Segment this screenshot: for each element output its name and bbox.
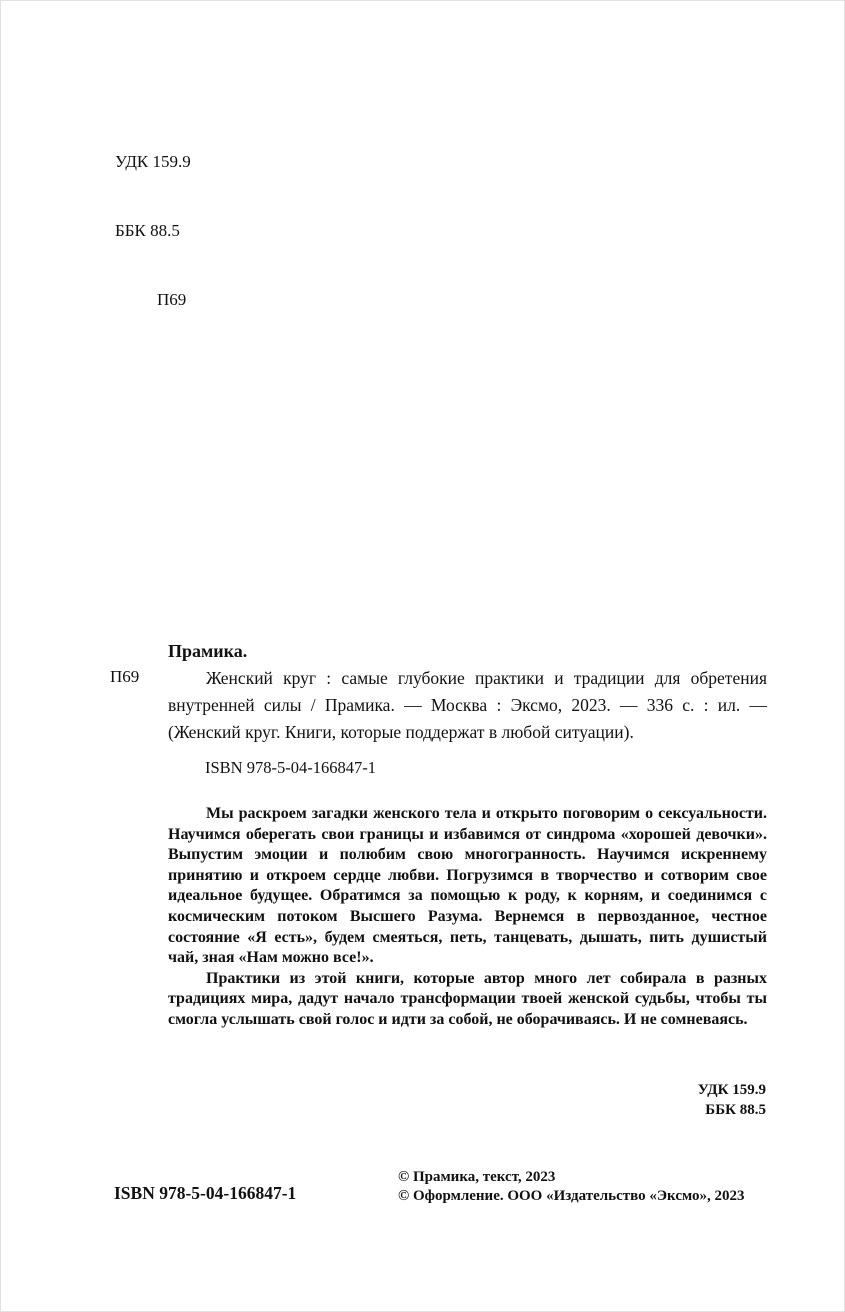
author-sign-top: П69 — [157, 290, 187, 309]
annotation-paragraph-2: Практики из этой книги, которые автор много лет собирала в разных традициях мира, дадут начало трансформации твоей женской судьбы, чтобы ты смогла услышать свой голос и идти за собой, не оборачиваясь. И не сомневаясь. — [168, 969, 767, 1028]
entry-description: Женский круг : самые глубокие практики и традиции для обретения внутренней силы / Прамика. — Москва : Эксмо, 2023. — 336 с. : ил. — (Женский круг. Книги, которые поддержат в любой ситуации). — [168, 668, 767, 742]
entry-isbn: ISBN 978-5-04-166847-1 — [205, 758, 376, 777]
classification-codes-bottom — [698, 1080, 766, 1120]
entry-margin-code: П69 — [110, 667, 140, 686]
annotation-paragraph-1: Мы раскроем загадки женского тела и открыто поговорим о сексуальности. Научимся оберегать свои границы и избавимся от синдрома «хорошей девочки». Выпустим эмоции и полюбим свою многогранность. Научимся искреннему принятию и откроем сердце любви. Погрузимся в творчество и сотворим свое идеальное будущее. Обратимся за помощью к роду, к корням, и соединимся с космическим потоком Высшего Разума. Вернемся в первозданное, честное состояние «Я есть», будем смеяться, петь, танцевать, дышать, пить душистый чай, зная «Нам можно все!». — [168, 805, 767, 967]
annotation-block — [168, 804, 767, 1031]
bbk-code-bottom: ББК 88.5 — [705, 1102, 766, 1118]
isbn-footer: ISBN 978-5-04-166847-1 — [114, 1183, 297, 1203]
bibliographic-entry — [110, 638, 767, 778]
copyright-design-line: © Оформление. ООО «Издательство «Эксмо», 2023 — [398, 1188, 745, 1204]
copyright-text-line: © Прамика, текст, 2023 — [398, 1169, 556, 1185]
udk-code-bottom: УДК 159.9 — [697, 1082, 766, 1098]
udk-code-top: УДК 159.9 — [115, 152, 191, 171]
copyright-block — [398, 1168, 745, 1206]
entry-author: Прамика. — [168, 641, 248, 661]
classification-codes-top — [115, 104, 191, 357]
bbk-code-top: ББК 88.5 — [115, 221, 180, 240]
